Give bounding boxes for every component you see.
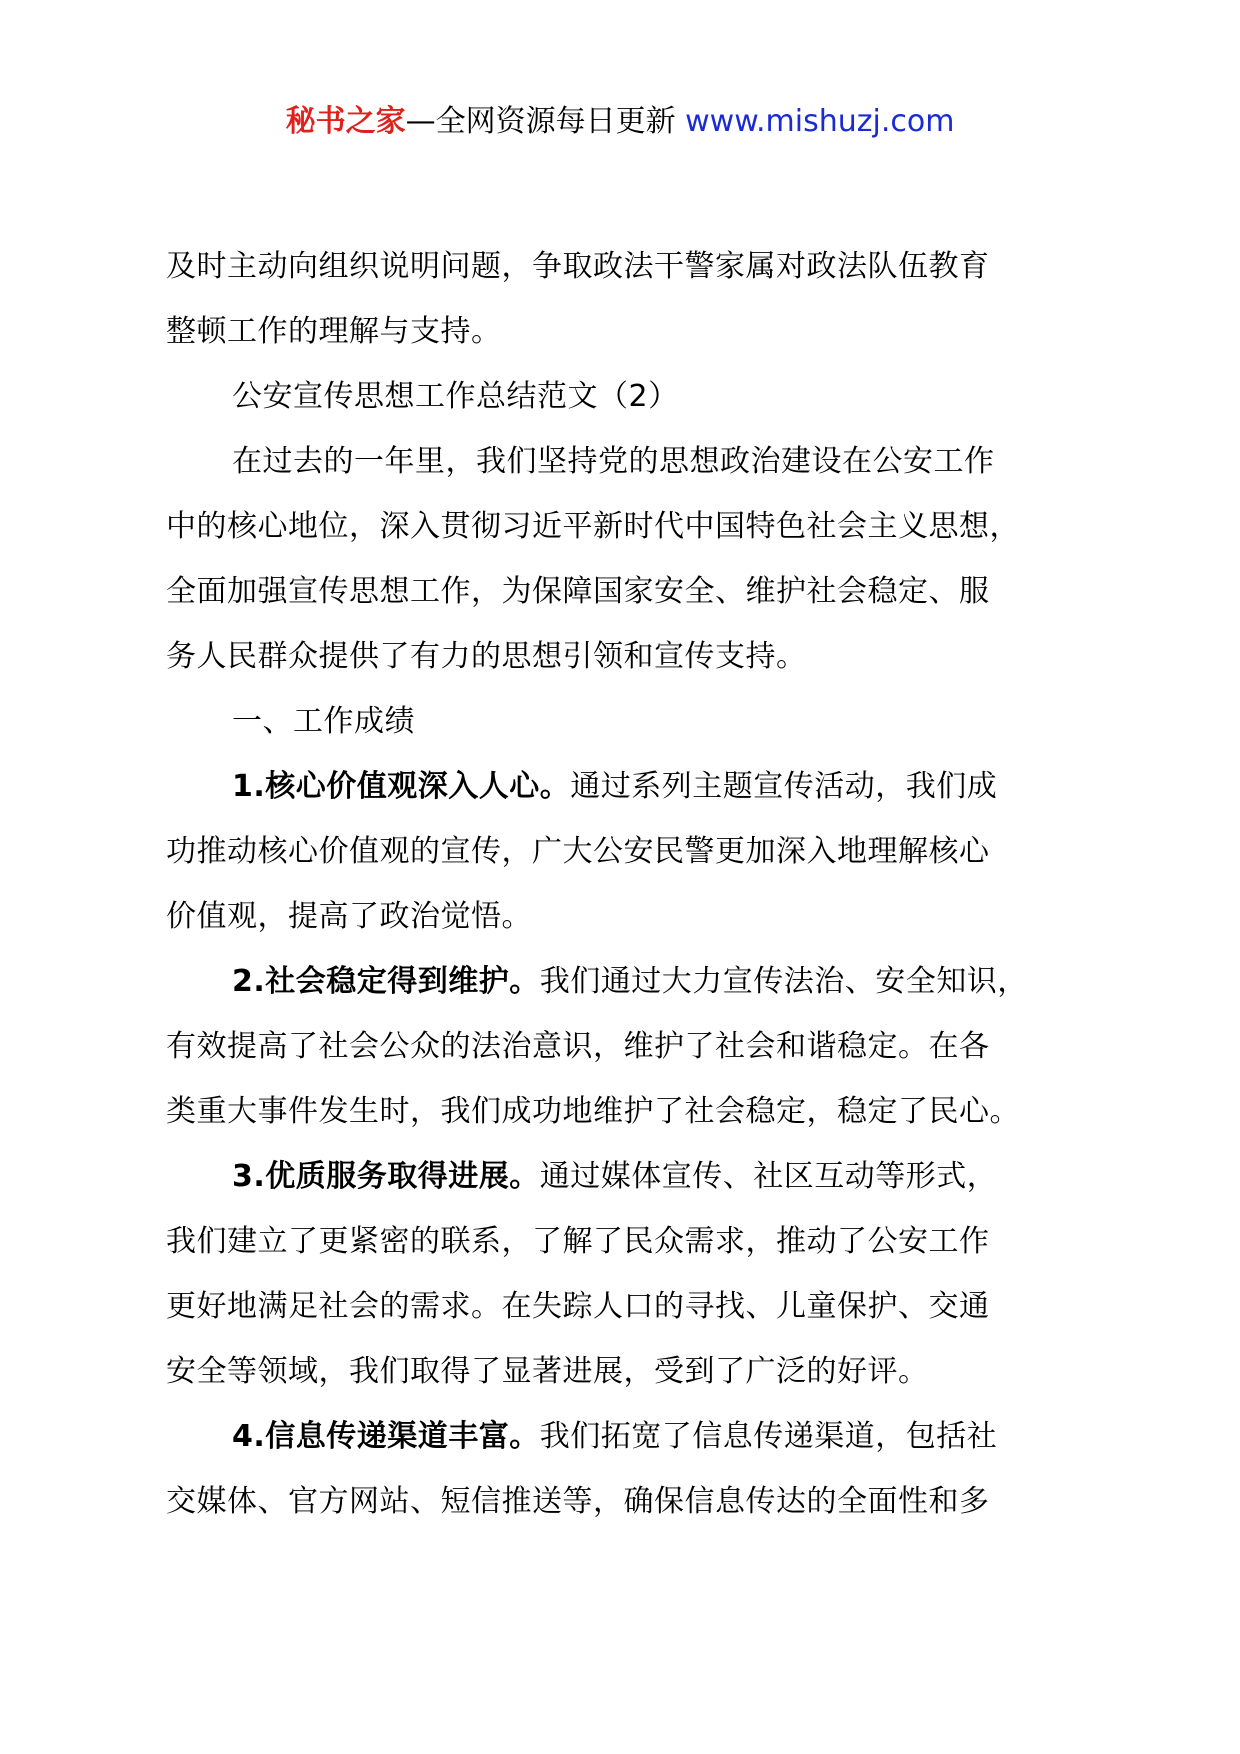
item-heading: 3.优质服务取得进展。 bbox=[232, 1159, 540, 1194]
item-heading: 1.核心价值观深入人心。 bbox=[232, 769, 571, 804]
text-line: 类重大事件发生时，我们成功地维护了社会稳定，稳定了民心。 bbox=[166, 1094, 1020, 1129]
site-url-link[interactable]: www.mishuzj.com bbox=[685, 104, 955, 139]
text-line: 价值观，提高了政治觉悟。 bbox=[166, 899, 532, 934]
paragraph-start: 4.信息传递渠道丰富。我们拓宽了信息传递渠道，包括社 bbox=[232, 1419, 998, 1454]
paragraph-start: 2.社会稳定得到维护。我们通过大力宣传法治、安全知识， bbox=[232, 964, 1028, 999]
section-title: 公安宣传思想工作总结范文（2） bbox=[232, 379, 679, 414]
paragraph-start: 3.优质服务取得进展。通过媒体宣传、社区互动等形式， bbox=[232, 1159, 998, 1194]
text-line: 安全等领域，我们取得了显著进展，受到了广泛的好评。 bbox=[166, 1354, 929, 1389]
item-heading: 4.信息传递渠道丰富。 bbox=[232, 1419, 540, 1454]
text-line: 中的核心地位，深入贯彻习近平新时代中国特色社会主义思想， bbox=[166, 509, 1020, 544]
text-line: 整顿工作的理解与支持。 bbox=[166, 314, 502, 349]
brand-name: 秘书之家 bbox=[285, 104, 406, 139]
header-tagline: —全网资源每日更新 bbox=[405, 104, 676, 139]
text-line: 我们建立了更紧密的联系，了解了民众需求，推动了公安工作 bbox=[166, 1224, 990, 1259]
text-line: 交媒体、官方网站、短信推送等，确保信息传达的全面性和多 bbox=[166, 1484, 990, 1519]
paragraph-start: 在过去的一年里，我们坚持党的思想政治建设在公安工作 bbox=[232, 444, 995, 479]
text-line: 及时主动向组织说明问题，争取政法干警家属对政法队伍教育 bbox=[166, 249, 990, 284]
text-line: 全面加强宣传思想工作，为保障国家安全、维护社会稳定、服 bbox=[166, 574, 990, 609]
text-line: 功推动核心价值观的宣传，广大公安民警更加深入地理解核心 bbox=[166, 834, 990, 869]
document-body bbox=[166, 234, 1116, 1534]
item-heading: 2.社会稳定得到维护。 bbox=[232, 964, 540, 999]
heading-achievements: 一、工作成绩 bbox=[232, 704, 415, 739]
text-line: 有效提高了社会公众的法治意识，维护了社会和谐稳定。在各 bbox=[166, 1029, 990, 1064]
text-line: 务人民群众提供了有力的思想引领和宣传支持。 bbox=[166, 639, 807, 674]
paragraph-start: 1.核心价值观深入人心。通过系列主题宣传活动，我们成 bbox=[232, 769, 998, 804]
text-line: 更好地满足社会的需求。在失踪人口的寻找、儿童保护、交通 bbox=[166, 1289, 990, 1324]
page-header bbox=[0, 100, 1240, 144]
